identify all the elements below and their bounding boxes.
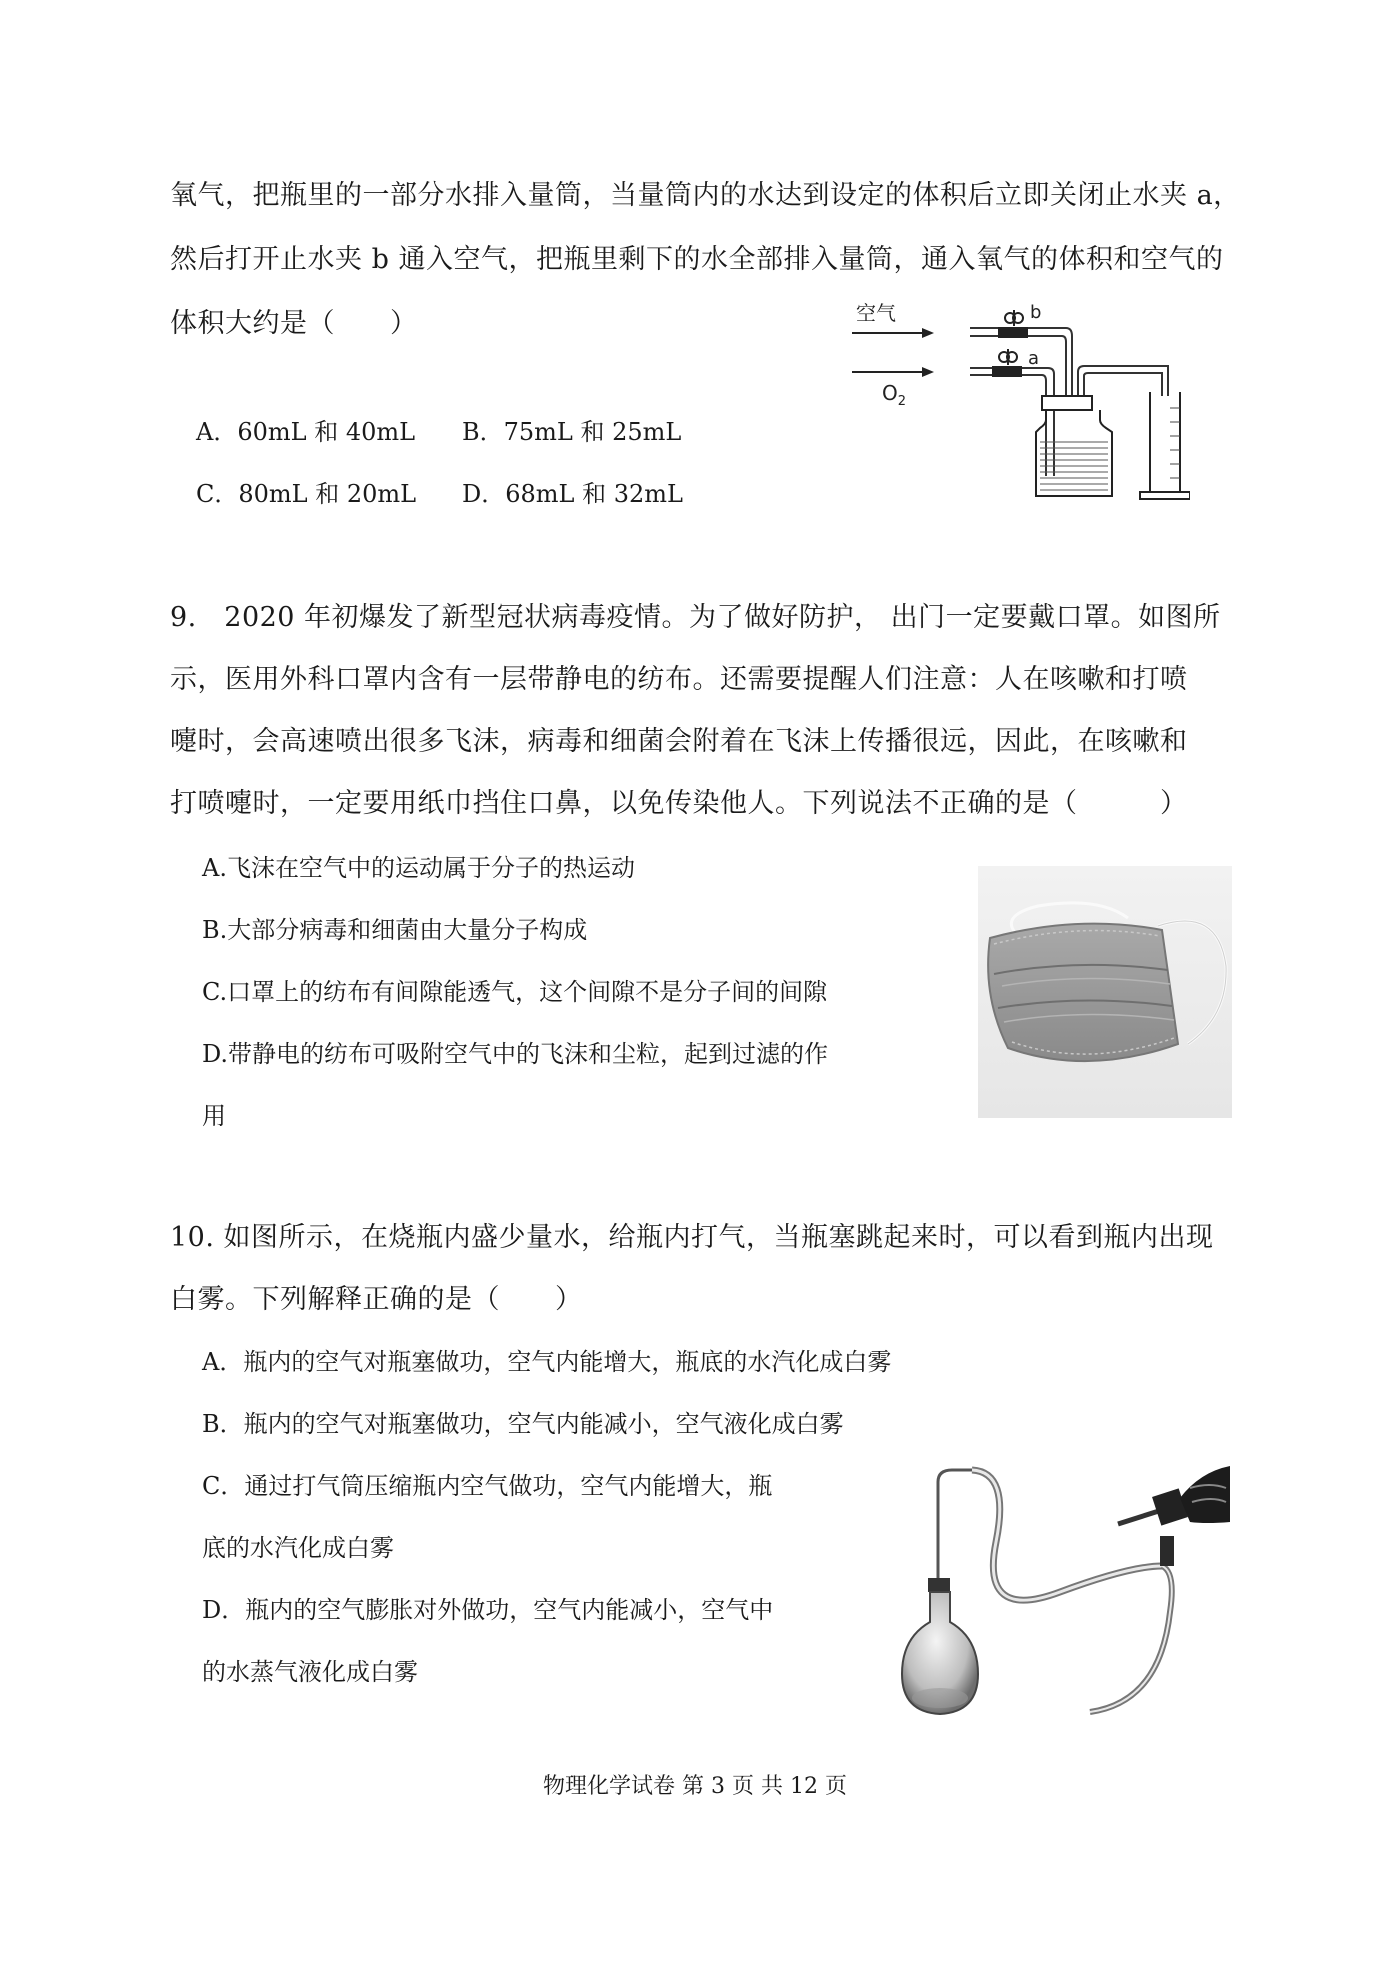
page-footer: 物理化学试卷 第 3 页 共 12 页 (543, 1774, 847, 1799)
q10-option-d-cont: 的水蒸气液化成白雾 (202, 1658, 418, 1686)
bottle (1036, 410, 1112, 496)
q8-option-d: D．68mL 和 32mL (462, 480, 683, 508)
flask-and-pump-image (900, 1462, 1230, 1724)
q9-line-4: 打喷嚏时，一定要用纸巾挡住口鼻，以免传染他人。下列说法不正确的是（ ） (170, 788, 1188, 819)
q9-option-d-cont: 用 (202, 1102, 226, 1130)
q10-line-1: 10. 如图所示，在烧瓶内盛少量水，给瓶内打气，当瓶塞跳起来时，可以看到瓶内出现 (170, 1222, 1214, 1253)
gas-collection-apparatus-figure (850, 296, 1190, 508)
q10-option-c: C．通过打气筒压缩瓶内空气做功，空气内能增大，瓶 (202, 1472, 773, 1500)
q8-option-a: A．60mL 和 40mL (196, 418, 416, 446)
flask-stopper (928, 1578, 950, 1592)
q9-option-a: A.飞沫在空气中的运动属于分子的热运动 (202, 854, 635, 882)
clamp-a (992, 366, 1022, 377)
mask-body (988, 924, 1178, 1061)
q8-line-1: 氧气，把瓶里的一部分水排入量筒，当量筒内的水达到设定的体积后立即关闭止水夹 a， (170, 180, 1241, 211)
q9-line-3: 嚏时，会高速喷出很多飞沫，病毒和细菌会附着在飞沫上传播很远，因此，在咳嗽和 (170, 726, 1188, 757)
q10-option-d: D．瓶内的空气膨胀对外做功，空气内能减小，空气中 (202, 1596, 774, 1624)
q8-line-3: 体积大约是（ ） (170, 308, 418, 339)
o2-label: $O_2$ (882, 381, 907, 409)
q10-line-2: 白雾。下列解释正确的是（ ） (170, 1284, 583, 1315)
q9-line-2: 示，医用外科口罩内含有一层带静电的纺布。还需要提醒人们注意：人在咳嗽和打喷 (170, 664, 1188, 695)
q10-option-a: A．瓶内的空气对瓶塞做功，空气内能增大，瓶底的水汽化成白雾 (202, 1348, 892, 1376)
q9-option-b: B.大部分病毒和细菌由大量分子构成 (202, 916, 588, 944)
clamp-b (998, 327, 1028, 338)
clamp-a-label: a (1028, 348, 1040, 369)
surgical-mask-image (978, 866, 1232, 1118)
q10-option-c-cont: 底的水汽化成白雾 (202, 1534, 394, 1562)
q9-line-1: 9. 2020 年初爆发了新型冠状病毒疫情。为了做好防护， 出门一定要戴口罩。如图所 (170, 602, 1221, 633)
air-label: 空气 (856, 301, 896, 325)
bottle-stopper (1042, 396, 1092, 410)
q8-option-b: B．75mL 和 25mL (462, 418, 682, 446)
q9-option-d: D.带静电的纺布可吸附空气中的飞沫和尘粒，起到过滤的作 (202, 1040, 829, 1068)
pump-body (1152, 1488, 1188, 1525)
clamp-b-label: b (1030, 302, 1042, 323)
graduated-cylinder (1150, 392, 1180, 492)
q8-option-c: C．80mL 和 20mL (196, 480, 417, 508)
q10-option-b: B．瓶内的空气对瓶塞做功，空气内能减小，空气液化成白雾 (202, 1410, 844, 1438)
q8-line-2: 然后打开止水夹 b 通入空气，把瓶里剩下的水全部排入量筒，通入氧气的体积和空气的 (170, 244, 1224, 275)
q9-option-c: C.口罩上的纺布有间隙能透气，这个间隙不是分子间的间隙 (202, 978, 828, 1006)
rubber-hose (972, 1470, 1162, 1600)
